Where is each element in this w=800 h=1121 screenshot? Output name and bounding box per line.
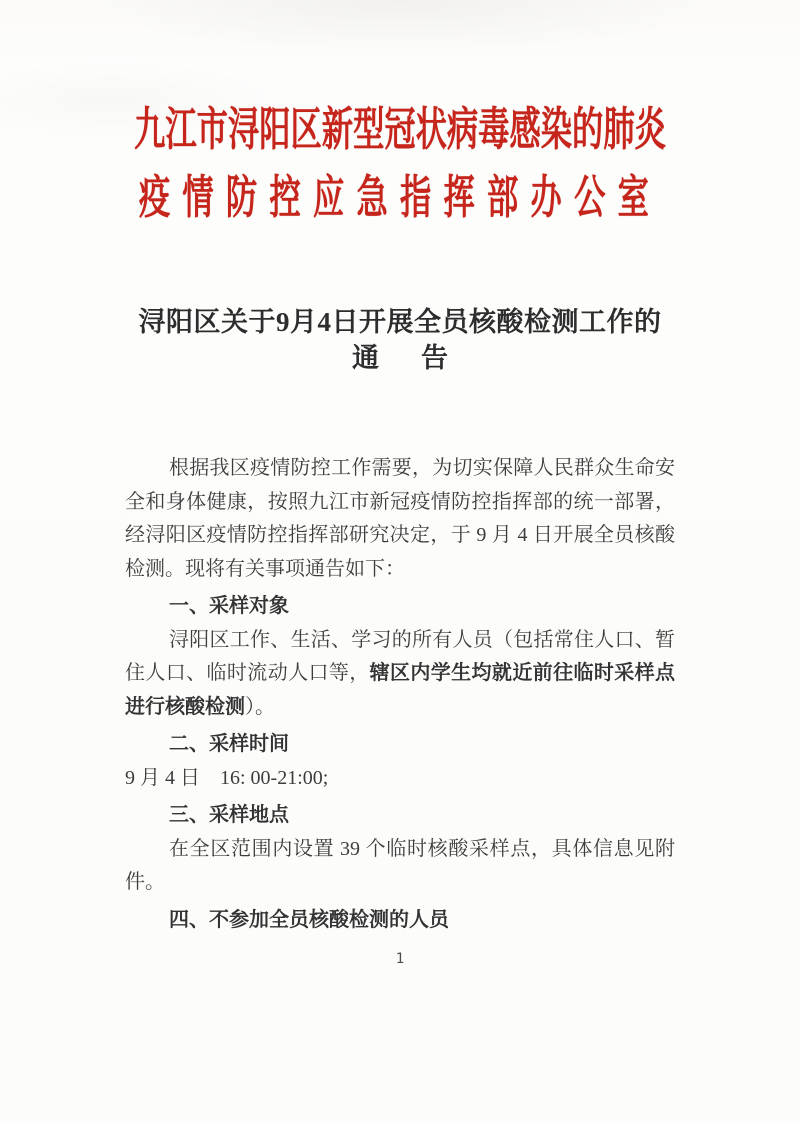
- intro-line-3: 经浔阳区疫情防控指挥部研究决定，于 9 月 4 日开展全员核酸: [125, 524, 675, 546]
- section1-line-2: [125, 657, 675, 691]
- page-footer: [0, 949, 800, 969]
- notice-title-char-gao: 告: [421, 343, 448, 373]
- notice-title-line2: [0, 340, 800, 376]
- section3-line-1: 在全区范围内设置 39 个临时核酸采样点，具体信息见附: [169, 837, 675, 860]
- letterhead-line1: [0, 96, 800, 164]
- section3-heading: 三、采样地点: [169, 804, 289, 826]
- section4-heading: 四、不参加全员核酸检测的人员: [169, 908, 449, 931]
- section1-line-3-normal: ）。: [245, 695, 275, 718]
- letterhead-line2-text: 疫情防控应急指挥部办公室: [138, 172, 662, 223]
- notice-title-char-tong: 通: [352, 343, 379, 373]
- section3-line-2: 件。: [125, 871, 165, 893]
- section1-line-3: [125, 691, 675, 725]
- section1-line-1: 浔阳区工作、生活、学习的所有人员（包括常住人口、暂: [169, 628, 675, 651]
- section1-line-2-bold: 辖区内学生均就近前往临时采样点: [369, 662, 676, 684]
- intro-line-1: 根据我区疫情防控工作需要，为切实保障人民群众生命安: [169, 457, 675, 479]
- section1-heading: 一、采样对象: [169, 595, 289, 617]
- intro-line-4: 检测。现将有关事项通告如下：: [125, 557, 405, 580]
- section1-line-3-bold: 进行核酸检测: [125, 695, 245, 718]
- notice-title-line1: 浔阳区关于9月4日开展全员核酸检测工作的: [138, 307, 662, 337]
- section2-time: 9 月 4 日 16: 00-21:00;: [125, 766, 329, 789]
- section1-line-2-normal: 住人口、临时流动人口等，: [125, 662, 370, 684]
- section2-heading: 二、采样时间: [169, 733, 289, 755]
- letterhead-line1-text: 九江市浔阳区新型冠状病毒感染的肺炎: [134, 104, 666, 155]
- letterhead: [0, 0, 800, 232]
- intro-line-2: 全和身体健康，按照九江市新冠疫情防控指挥部的统一部署，: [125, 490, 675, 513]
- notice-title: [0, 304, 800, 376]
- letterhead-line2: [0, 164, 800, 232]
- page-number: 1: [395, 951, 405, 967]
- notice-body: [125, 452, 675, 937]
